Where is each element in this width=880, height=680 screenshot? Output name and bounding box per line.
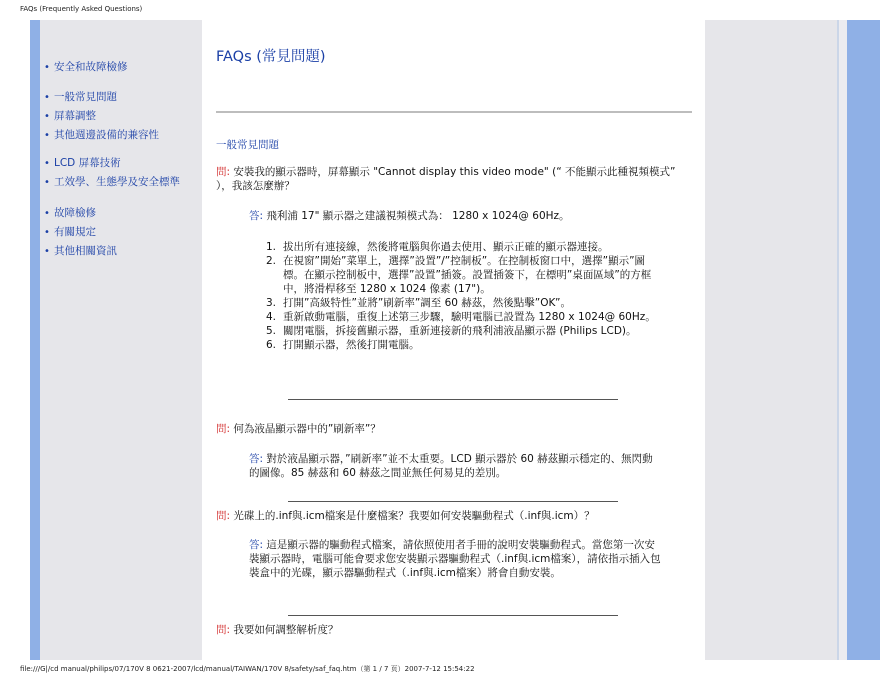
page-title: FAQs (常見問題) — [216, 49, 326, 65]
nav-link-safety[interactable]: • 安全和故障檢修 — [44, 58, 128, 77]
right-decor-stripe — [847, 20, 880, 660]
question-label: 問: — [216, 624, 231, 636]
left-decor-stripe — [30, 20, 40, 660]
divider-rule — [288, 615, 618, 616]
nav-link-troubleshooting[interactable]: • 故障檢修 — [44, 204, 117, 223]
bullet-icon: • — [44, 92, 50, 103]
step-item: 4. 重新啟動電腦，重復上述第三步驟，驗明電腦已設置為 1280 x 1024@ 60Hz。 — [266, 311, 656, 323]
bullet-icon: • — [44, 130, 50, 141]
step-item: 6. 打開顯示器，然後打開電腦。 — [266, 339, 420, 351]
bullet-icon: • — [44, 62, 50, 73]
divider-rule — [288, 501, 618, 502]
step-item: 1. 拔出所有連接線，然後將電腦與你過去使用、顯示正確的顯示器連接。 — [266, 241, 609, 253]
question-text: 光碟上的.inf與.icm檔案是什麼檔案？我要如何安裝驅動程式（.inf與.icm）？ — [233, 510, 595, 522]
question-label: 問: — [216, 166, 231, 178]
right-gap — [839, 20, 847, 660]
answer-label: 答: — [249, 453, 264, 465]
question-label: 問: — [216, 510, 231, 522]
nav-link-general-faq[interactable]: • 一般常見問題 — [44, 88, 159, 107]
bullet-icon: • — [44, 158, 50, 169]
nav-group-3 — [44, 154, 180, 192]
sidebar-nav — [40, 20, 202, 660]
nav-link-regulatory[interactable]: • 有關規定 — [44, 223, 117, 242]
bullet-icon: • — [44, 246, 50, 257]
question-2 — [216, 422, 686, 436]
nav-link-other-info[interactable]: • 其他相關資訊 — [44, 242, 117, 261]
answer-label: 答: — [249, 210, 264, 222]
step-item: 2. 在視窗”開始”菜單上，選擇”設置”/”控制板”。在控制板窗口中，選擇”顯示”圖標。在顯示控制板中，選擇”設置”插簽。設置插簽下，在標明”桌面區域”的方框中，將滑桿移至 1280 x 1024 像素 (17")。 — [266, 255, 652, 295]
question-label: 問: — [216, 423, 231, 435]
question-3 — [216, 509, 696, 523]
bullet-icon: • — [44, 208, 50, 219]
divider-rule — [288, 399, 618, 400]
answer-3 — [249, 538, 664, 580]
nav-link-lcd-tech[interactable]: • LCD 屏幕技術 — [44, 154, 180, 173]
question-text: 我要如何調整解析度？ — [233, 624, 339, 636]
bullet-icon: • — [44, 111, 50, 122]
main-content — [202, 20, 705, 660]
answer-1 — [249, 209, 679, 223]
answer-label: 答: — [249, 539, 264, 551]
nav-link-ergonomics[interactable]: • 工效學、生態學及安全標準 — [44, 173, 180, 192]
right-margin — [705, 20, 837, 660]
answer-text: 這是顯示器的驅動程式檔案，請依照使用者手冊的說明安裝驅動程式。當您第一次安裝顯示器時，電腦可能會要求您安裝顯示器驅動程式（.inf與.icm檔案），請依指示插入包裝盒中的光碟，顯示器驅動程式（.inf與.icm檔案）將會自動安裝。 — [249, 539, 661, 579]
bullet-icon: • — [44, 227, 50, 238]
browser-page-footer: file:///G|/cd manual/philips/07/170V 8 0621-2007/lcd/manual/TAIWAN/170V 8/safety/saf_faq.htm（第 1 / 7 页）2007-7-12 15:54:22 — [20, 665, 475, 673]
question-text: 何為液晶顯示器中的”刷新率”？ — [233, 423, 381, 435]
question-4 — [216, 623, 686, 637]
step-item: 5. 關閉電腦，拆接舊顯示器，重新連接新的飛利浦液晶顯示器 (Philips LCD)。 — [266, 325, 637, 337]
bullet-icon: • — [44, 177, 50, 188]
nav-link-compatibility[interactable]: • 其他週邊設備的兼容性 — [44, 126, 159, 145]
section-heading: 一般常見問題 — [216, 139, 279, 151]
setup-steps-list — [266, 240, 656, 352]
answer-text: 對於液晶顯示器，”刷新率”並不太重要。LCD 顯示器於 60 赫茲顯示穩定的、無閃動的圖像。85 赫茲和 60 赫茲之間並無任何易見的差別。 — [249, 453, 653, 479]
title-divider — [216, 111, 692, 113]
question-1 — [216, 165, 686, 193]
browser-page-header: FAQs (Frequently Asked Questions) — [20, 5, 143, 13]
step-item: 3. 打開”高級特性”並將”刷新率”調至 60 赫茲，然後點擊”OK”。 — [266, 297, 572, 309]
nav-group-4 — [44, 204, 117, 261]
nav-link-screen-adjust[interactable]: • 屏幕調整 — [44, 107, 159, 126]
question-text: 安裝我的顯示器時，屏幕顯示 "Cannot display this video mode" (“ 不能顯示此種視頻模式” ），我該怎麼辦？ — [216, 166, 676, 192]
answer-text: 飛利浦 17" 顯示器之建議視頻模式為： 1280 x 1024@ 60Hz。 — [266, 210, 570, 222]
nav-group-2 — [44, 88, 159, 145]
nav-group-1 — [44, 58, 128, 77]
answer-2 — [249, 452, 654, 480]
